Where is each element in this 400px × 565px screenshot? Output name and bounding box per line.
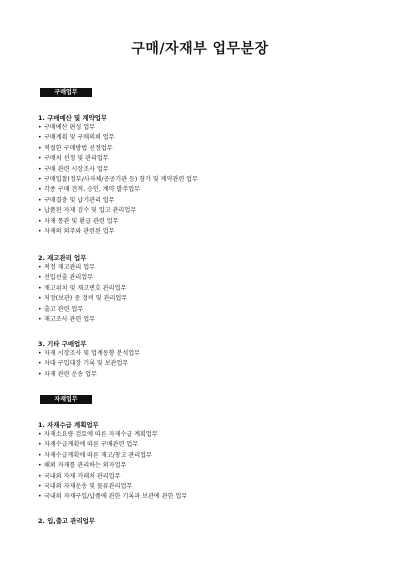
item-list — [38, 123, 378, 237]
list-item: • 구매입찰(정부/사자체/공공기관 등) 참가 및 계약관련 업무 — [38, 175, 378, 185]
group-inbound-outbound — [38, 516, 378, 526]
group-other-purchasing — [38, 339, 378, 380]
list-item: • 출고 관련 업무 — [38, 305, 378, 315]
list-item: • 선입선출 관리업무 — [38, 273, 378, 283]
list-item: • 자재소요량 검토에 따른 자재수급 계획업무 — [38, 430, 378, 440]
group-heading: 2. 입,출고 관리업무 — [38, 517, 95, 525]
list-item: • 자재수급계획에 따른 재고/창고 관리업무 — [38, 451, 378, 461]
group-heading: 1. 자재수급 계획업무 — [38, 421, 99, 429]
list-item: • 국내외 자재운송 및 물류관리업무 — [38, 482, 378, 492]
list-item: • 각종 구매 견적, 승인, 계약 발주업무 — [38, 185, 378, 195]
item-list — [38, 263, 378, 325]
item-list — [38, 430, 378, 503]
section-label-materials: 자재업무 — [40, 395, 92, 404]
list-item: • 해외 자재를 관리하는 외자업무 — [38, 461, 378, 471]
page-title: 구매/자재부 업무분장 — [131, 41, 269, 57]
section-label-purchasing: 구매업무 — [40, 88, 92, 97]
list-item: • 자재수급계획에 따른 구매관련 업무 — [38, 440, 378, 450]
list-item: • 자대 구입대장 기록 및 보관업무 — [38, 359, 378, 369]
list-item: • 국내외 자재구입/납품에 관한 기록과 보관에 관한 업무 — [38, 492, 378, 502]
group-heading: 2. 재고관리 업무 — [38, 254, 87, 262]
group-budget-contract — [38, 113, 378, 237]
group-heading: 3. 기타 구매업무 — [38, 340, 87, 348]
list-item: • 구매처 선정 및 관리업무 — [38, 154, 378, 164]
list-item: • 구매 관련 시장조사 업무 — [38, 165, 378, 175]
list-item: • 국내외 자재 거래처 관리업무 — [38, 472, 378, 482]
list-item: • 재고조사 관련 업무 — [38, 315, 378, 325]
item-list — [38, 349, 378, 380]
list-item: • 납품된 자재 검수 및 입고 관리업무 — [38, 206, 378, 216]
list-item: • 자재 시장조사 및 업계동향 분석업무 — [38, 349, 378, 359]
group-heading: 1. 구매예산 및 계약업무 — [38, 114, 108, 122]
list-item: • 자재 통관 및 환급 관련 업무 — [38, 217, 378, 227]
group-inventory — [38, 253, 378, 325]
list-item: • 구매결충 및 납기관리 업무 — [38, 196, 378, 206]
list-item: • 구매계획 및 구매의뢰 업무 — [38, 133, 378, 143]
group-supply-plan — [38, 420, 378, 503]
list-item: • 저장(보관) 중 정비 및 관리업무 — [38, 294, 378, 304]
list-item: • 적정 재고관리 업무 — [38, 263, 378, 273]
list-item: • 재고위치 및 재고변호 관리업무 — [38, 284, 378, 294]
list-item: • 구매예산 편성 업무 — [38, 123, 378, 133]
list-item: • 자재 관련 운송 업무 — [38, 370, 378, 380]
list-item: • 적절한 구매방법 선정업무 — [38, 144, 378, 154]
list-item: • 자재의 외주와 관련된 업무 — [38, 227, 378, 237]
